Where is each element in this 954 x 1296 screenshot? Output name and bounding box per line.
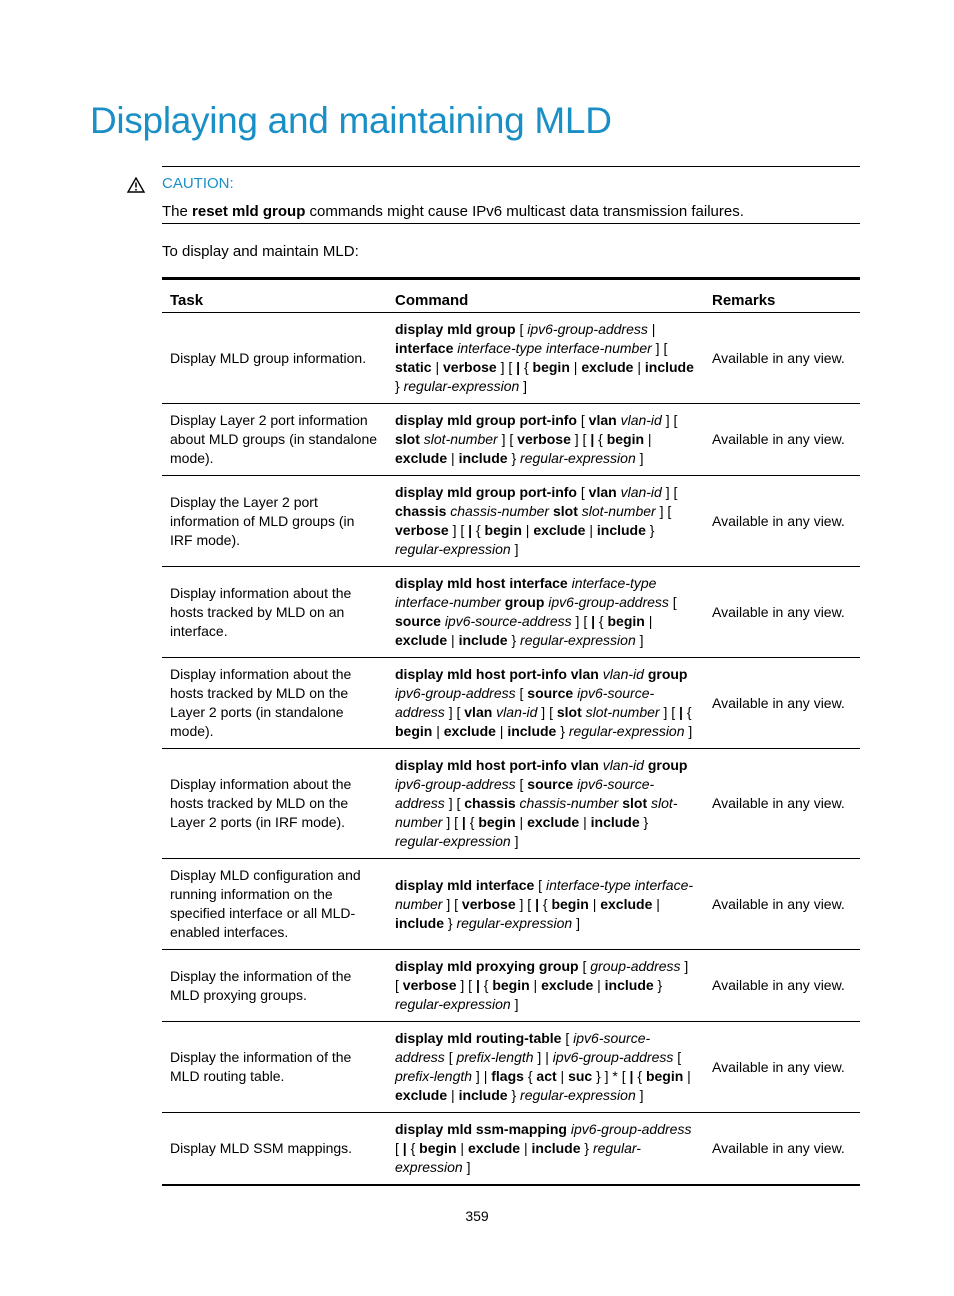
command-syntax: [ [515, 685, 528, 701]
remarks-cell: Available in any view. [704, 476, 860, 567]
command-keyword: exclude [467, 1140, 521, 1156]
command-syntax: [ [515, 776, 528, 792]
command-keyword: flags [491, 1068, 524, 1084]
remarks-cell: Available in any view. [704, 567, 860, 658]
command-cell [387, 859, 704, 950]
command-argument: interface-type interface-number [395, 876, 694, 912]
command-keyword: exclude [443, 723, 496, 739]
command-syntax: | [431, 359, 443, 375]
command-argument: ipv6-source-address [395, 776, 655, 811]
command-argument: regular-expression [395, 996, 511, 1012]
command-argument: ipv6-group-address [548, 594, 669, 610]
command-keyword: exclude [395, 1087, 448, 1103]
command-argument: chassis-number [519, 795, 619, 811]
command-syntax: ] [ [661, 412, 678, 428]
command-argument: ipv6-source-address [444, 613, 572, 629]
task-cell: Display MLD group information. [162, 313, 387, 404]
command-syntax: { [594, 431, 607, 447]
command-argument: chassis-number [450, 503, 550, 519]
command-keyword: static [395, 359, 432, 375]
command-keyword: exclude [527, 814, 580, 830]
command-keyword: verbose [395, 522, 449, 538]
remarks-cell: Available in any view. [704, 658, 860, 749]
command-keyword: chassis [395, 503, 447, 519]
command-argument: ipv6-group-address [570, 1121, 692, 1137]
command-keyword: slot [395, 431, 420, 447]
command-keyword: include [531, 1140, 581, 1156]
command-argument: regular-expression [520, 632, 636, 648]
command-syntax: | [556, 1068, 569, 1084]
command-syntax: [ [578, 958, 591, 974]
command-syntax: } ] * [ [592, 1068, 630, 1084]
command-keyword: | [468, 522, 473, 538]
page-number: 359 [465, 1208, 489, 1224]
command-syntax: ] [ [515, 895, 536, 912]
command-keyword: act [536, 1068, 557, 1084]
command-keyword: vlan [588, 484, 617, 500]
command-keyword: | [402, 1140, 407, 1156]
command-cell [387, 404, 704, 476]
command-syntax: ] [ [659, 704, 680, 720]
command-argument: ipv6-group-address [395, 685, 516, 701]
command-syntax: { [595, 613, 608, 629]
command-keyword: vlan [588, 412, 617, 428]
command-syntax: ] [ [442, 895, 462, 912]
command-keyword: chassis [464, 795, 516, 811]
command-argument: regular-expression [520, 1087, 636, 1103]
caution-label: CAUTION: [162, 175, 234, 192]
command-keyword: display mld group [395, 321, 516, 337]
command-keyword: begin [484, 522, 522, 538]
command-syntax: ] [462, 1159, 471, 1175]
command-syntax: ] [ [456, 977, 476, 993]
command-syntax: ] [ [661, 484, 678, 500]
command-keyword: | [590, 431, 595, 447]
command-argument: ipv6-group-address [527, 321, 648, 337]
command-syntax: [ [515, 321, 528, 337]
command-syntax: ] [ [537, 704, 557, 720]
command-keyword: group [647, 666, 688, 682]
table-row [162, 1113, 860, 1186]
command-keyword: exclude [541, 977, 594, 993]
command-keyword: exclude [533, 522, 586, 538]
header-command: Command [387, 279, 704, 313]
command-argument: regular-expression [395, 833, 511, 849]
command-keyword: exclude [395, 632, 448, 648]
command-keyword: interface [395, 340, 454, 356]
command-syntax: [ [395, 1140, 403, 1156]
command-keyword: begin [419, 1140, 457, 1156]
command-argument: vlan-id [496, 704, 538, 720]
command-syntax: | [683, 1068, 691, 1084]
command-table [162, 277, 860, 1186]
command-keyword: slot [552, 503, 578, 519]
command-argument: ipv6-source-address [395, 685, 655, 720]
command-syntax: ] [ [655, 503, 672, 519]
command-syntax: | [633, 359, 645, 375]
command-syntax: { [472, 522, 485, 538]
command-syntax: ] [ [496, 359, 517, 375]
command-argument: regular-expression [520, 450, 636, 466]
command-keyword: begin [551, 895, 589, 912]
command-syntax: } [645, 522, 655, 538]
command-syntax: { [539, 895, 552, 912]
command-syntax: { [479, 977, 493, 993]
table-header-row [162, 279, 860, 313]
command-syntax: ] [510, 996, 519, 1012]
command-argument: slot-number [423, 431, 498, 447]
task-cell: Display information about the hosts tracked by MLD on an interface. [162, 567, 387, 658]
command-syntax: } [580, 1140, 593, 1156]
command-syntax: | [520, 1140, 532, 1156]
command-keyword: begin [532, 359, 570, 375]
command-syntax: { [520, 359, 533, 375]
command-argument: slot-number [581, 503, 656, 519]
command-syntax: | [447, 450, 459, 466]
task-cell: Display information about the hosts tracked by MLD on the Layer 2 ports (in standalone mode). [162, 658, 387, 749]
command-syntax: | [447, 1087, 459, 1103]
command-keyword: source [395, 613, 441, 629]
command-syntax: { [682, 704, 692, 720]
table-row [162, 1022, 860, 1113]
command-syntax: | [432, 723, 444, 739]
command-syntax: ] | [533, 1049, 553, 1065]
command-keyword: | [629, 1068, 634, 1084]
command-keyword: | [516, 359, 521, 375]
page-title: Displaying and maintaining MLD [90, 100, 612, 141]
command-keyword: verbose [517, 431, 571, 447]
caution-text: The reset mld group commands might cause IPv6 multicast data transmission failures. [162, 203, 744, 220]
command-keyword: display mld interface [395, 876, 535, 893]
command-argument: interface-type interface-number [457, 340, 652, 356]
command-keyword: include [590, 814, 640, 830]
command-syntax: | [585, 522, 597, 538]
command-syntax: | [456, 1140, 468, 1156]
command-keyword: verbose [461, 895, 516, 912]
command-syntax: [ [577, 412, 589, 428]
command-syntax: | [588, 895, 601, 912]
command-cell [387, 1113, 704, 1186]
command-syntax: ] [ [570, 431, 591, 447]
command-syntax: { [523, 1068, 537, 1084]
command-keyword: begin [607, 613, 645, 629]
command-syntax: | [593, 977, 605, 993]
command-syntax: } [639, 814, 649, 830]
command-argument: regular-expression [395, 541, 511, 557]
task-cell: Display the Layer 2 port information of MLD groups (in IRF mode). [162, 476, 387, 567]
command-syntax: ] [ [497, 431, 518, 447]
command-keyword: display mld ssm-mapping [395, 1121, 567, 1137]
command-syntax: } [556, 723, 569, 739]
command-argument: prefix-length [395, 1068, 473, 1084]
command-cell [387, 1022, 704, 1113]
command-syntax: | [495, 723, 508, 739]
command-syntax: | [515, 814, 528, 830]
remarks-cell: Available in any view. [704, 404, 860, 476]
command-argument: regular-expression [395, 1140, 641, 1175]
remarks-cell: Available in any view. [704, 749, 860, 859]
command-syntax: ] [510, 833, 519, 849]
command-syntax: ] [ [651, 340, 668, 356]
command-keyword: display mld routing-table [395, 1030, 562, 1046]
command-argument: slot-number [395, 795, 678, 830]
command-syntax: ] [684, 723, 693, 739]
command-keyword: include [644, 359, 694, 375]
table-row [162, 567, 860, 658]
table-row [162, 749, 860, 859]
command-keyword: display mld group port-info [395, 412, 577, 428]
table-row [162, 404, 860, 476]
remarks-cell: Available in any view. [704, 859, 860, 950]
command-syntax: [ [673, 1049, 682, 1065]
command-syntax: | [579, 814, 591, 830]
remarks-cell: Available in any view. [704, 950, 860, 1022]
command-syntax: ] [ [442, 814, 462, 830]
caution-box [162, 166, 860, 224]
caution-command: reset mld group [192, 203, 306, 220]
table-row [162, 476, 860, 567]
command-keyword: exclude [581, 359, 634, 375]
command-keyword: display mld host port-info vlan [395, 666, 599, 682]
command-argument: vlan-id [620, 484, 662, 500]
command-argument: regular-expression [403, 378, 520, 394]
command-keyword: include [458, 450, 508, 466]
table-body [162, 313, 860, 1186]
command-syntax: ] [635, 450, 644, 466]
command-keyword: exclude [600, 895, 653, 912]
command-keyword: source [527, 685, 574, 701]
command-keyword: suc [568, 1068, 593, 1084]
command-keyword: exclude [395, 450, 448, 466]
command-keyword: begin [645, 1068, 684, 1084]
command-syntax: } [444, 914, 457, 931]
table-row [162, 950, 860, 1022]
command-argument: ipv6-group-address [552, 1049, 674, 1065]
command-syntax: | [529, 977, 542, 993]
command-syntax: | [644, 613, 653, 629]
command-keyword: begin [606, 431, 645, 447]
command-keyword: include [458, 1087, 508, 1103]
command-syntax: [ [668, 594, 677, 610]
command-syntax: ] | [472, 1068, 492, 1084]
command-keyword: include [596, 522, 646, 538]
command-keyword: display mld host interface [395, 575, 568, 591]
command-keyword: begin [395, 723, 433, 739]
command-syntax: { [465, 814, 479, 830]
task-cell: Display Layer 2 port information about MLD groups (in standalone mode). [162, 404, 387, 476]
command-keyword: include [507, 723, 557, 739]
command-syntax: } [507, 450, 521, 466]
command-keyword: include [604, 977, 654, 993]
header-task: Task [162, 279, 387, 313]
task-cell: Display the information of the MLD proxying groups. [162, 950, 387, 1022]
command-keyword: verbose [443, 359, 497, 375]
command-syntax: | [652, 895, 660, 912]
command-keyword: group [647, 757, 688, 773]
command-keyword: | [475, 977, 480, 993]
command-keyword: begin [492, 977, 530, 993]
command-syntax: { [406, 1140, 420, 1156]
command-keyword: include [458, 632, 508, 648]
command-keyword: slot [622, 795, 648, 811]
command-keyword: include [395, 914, 445, 931]
command-syntax: ] [635, 1087, 644, 1103]
command-syntax: } [653, 977, 663, 993]
command-syntax: ] [519, 378, 528, 394]
command-keyword: display mld proxying group [395, 958, 579, 974]
command-syntax: [ [444, 1049, 457, 1065]
table-row [162, 313, 860, 404]
command-keyword: | [461, 814, 466, 830]
command-syntax: ] [ [395, 958, 689, 993]
command-keyword: slot [556, 704, 582, 720]
command-argument: vlan-id [602, 757, 644, 773]
warning-triangle-icon [127, 177, 145, 193]
command-keyword: display mld host port-info vlan [395, 757, 599, 773]
command-syntax: | [647, 321, 656, 337]
command-syntax: ] [572, 914, 580, 931]
command-cell [387, 567, 704, 658]
intro-text: To display and maintain MLD: [162, 243, 359, 260]
command-keyword: source [527, 776, 574, 792]
command-argument: ipv6-group-address [395, 776, 516, 792]
command-syntax: ] [ [571, 613, 592, 629]
command-keyword: | [591, 613, 596, 629]
command-syntax: [ [534, 876, 546, 893]
command-syntax: ] [ [448, 522, 469, 538]
remarks-cell: Available in any view. [704, 313, 860, 404]
command-argument: ipv6-source-address [395, 1030, 651, 1065]
command-syntax: } [507, 632, 521, 648]
command-syntax: } [507, 1087, 521, 1103]
command-syntax: { [633, 1068, 646, 1084]
command-keyword: display mld group port-info [395, 484, 577, 500]
command-cell [387, 658, 704, 749]
command-argument: slot-number [585, 704, 660, 720]
command-syntax: } [395, 378, 404, 394]
task-cell: Display MLD configuration and running information on the specified interface or all MLD-enabled interfaces. [162, 859, 387, 950]
command-syntax: | [521, 522, 534, 538]
command-cell [387, 950, 704, 1022]
command-syntax: [ [577, 484, 589, 500]
remarks-cell: Available in any view. [704, 1113, 860, 1186]
command-cell [387, 313, 704, 404]
command-keyword: | [535, 895, 539, 912]
command-syntax: ] [635, 632, 644, 648]
command-argument: interface-type interface-number [395, 575, 657, 610]
command-keyword: vlan [464, 704, 493, 720]
task-cell: Display information about the hosts tracked by MLD on the Layer 2 ports (in IRF mode). [162, 749, 387, 859]
header-remarks: Remarks [704, 279, 860, 313]
command-argument: vlan-id [620, 412, 662, 428]
command-cell [387, 749, 704, 859]
command-syntax: ] [ [444, 704, 465, 720]
task-cell: Display the information of the MLD routing table. [162, 1022, 387, 1113]
command-syntax: | [447, 632, 459, 648]
command-argument: group-address [590, 958, 681, 974]
command-argument: regular-expression [456, 914, 573, 931]
command-cell [387, 476, 704, 567]
table-row [162, 658, 860, 749]
remarks-cell: Available in any view. [704, 1022, 860, 1113]
command-argument: prefix-length [456, 1049, 534, 1065]
command-syntax: | [569, 359, 582, 375]
command-syntax: ] [ [444, 795, 465, 811]
command-keyword: | [679, 704, 683, 720]
command-argument: vlan-id [602, 666, 644, 682]
command-syntax: | [644, 431, 652, 447]
task-cell: Display MLD SSM mappings. [162, 1113, 387, 1186]
command-syntax: ] [510, 541, 519, 557]
command-argument: regular-expression [568, 723, 685, 739]
command-syntax: [ [561, 1030, 574, 1046]
command-keyword: verbose [402, 977, 457, 993]
command-keyword: group [504, 594, 545, 610]
table-row [162, 859, 860, 950]
command-keyword: begin [478, 814, 516, 830]
